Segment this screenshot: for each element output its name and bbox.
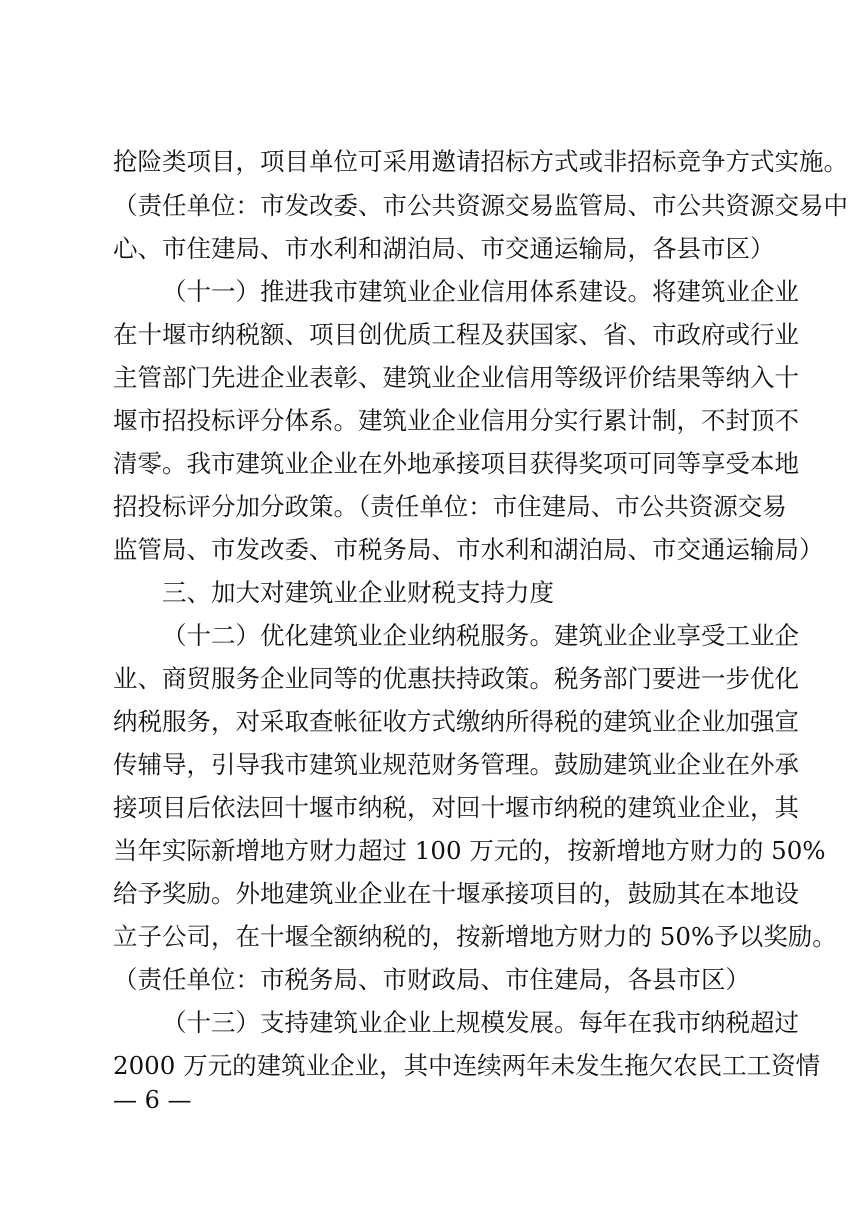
body-line: 主管部门先进企业表彰、建筑业企业信用等级评价结果等纳入十 [113,363,799,392]
body-line: 心、市住建局、市水利和湖泊局、市交通运输局，各县市区） [113,234,775,263]
section-heading-line: （十二）优化建筑业企业纳税服务。建筑业企业享受工业企 [162,621,799,650]
body-line: 在十堰市纳税额、项目创优质工程及获国家、省、市政府或行业 [113,320,799,349]
body-line: 传辅导，引导我市建筑业规范财务管理。鼓励建筑业企业在外承 [113,750,799,779]
body-line: 接项目后依法回十堰市纳税，对回十堰市纳税的建筑业企业，其 [113,793,799,822]
body-line: 招投标评分加分政策。（责任单位：市住建局、市公共资源交易 [113,492,787,521]
page-number: — 6 — [113,1086,192,1114]
body-line: 业、商贸服务企业同等的优惠扶持政策。税务部门要进一步优化 [113,664,799,693]
section-heading-line: （十一）推进我市建筑业企业信用体系建设。将建筑业企业 [162,277,799,306]
body-line: 纳税服务，对采取查帐征收方式缴纳所得税的建筑业企业加强宣 [113,707,799,736]
body-line: 堰市招投标评分体系。建筑业企业信用分实行累计制，不封顶不 [113,406,799,435]
chapter-heading: 三、加大对建筑业企业财税支持力度 [162,578,554,607]
body-line: 2000 万元的建筑业企业，其中连续两年未发生拖欠农民工工资情 [113,1051,821,1080]
body-line: 当年实际新增地方财力超过 100 万元的，按新增地方财力的 50% [113,836,826,865]
body-line: （责任单位：市发改委、市公共资源交易监管局、市公共资源交易中 [113,191,848,220]
body-line: 抢险类项目，项目单位可采用邀请招标方式或非招标竞争方式实施。 [113,147,848,176]
body-line: 清零。我市建筑业企业在外地承接项目获得奖项可同等享受本地 [113,449,799,478]
body-line: 立子公司，在十堰全额纳税的，按新增地方财力的 50%予以奖励。 [113,922,837,951]
section-heading-line: （十三）支持建筑业企业上规模发展。每年在我市纳税超过 [162,1008,799,1037]
body-line: 给予奖励。外地建筑业企业在十堰承接项目的，鼓励其在本地设 [113,879,799,908]
body-line: （责任单位：市税务局、市财政局、市住建局，各县市区） [113,965,750,994]
body-line: 监管局、市发改委、市税务局、市水利和湖泊局、市交通运输局） [113,535,824,564]
